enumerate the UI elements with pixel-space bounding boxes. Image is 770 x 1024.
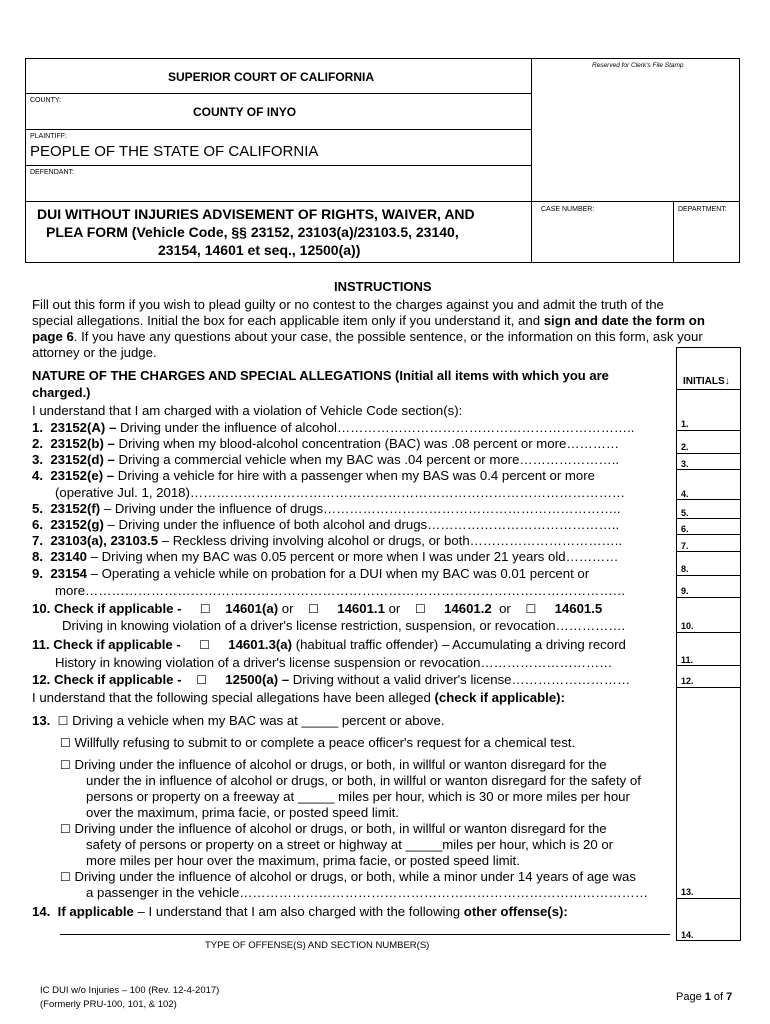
allegation-text: Driving under the influence of alcohol or drugs, or both, in willful or wanton disregard for the [74, 821, 607, 836]
plaintiff-divider [25, 165, 531, 166]
checkbox-14601-5[interactable]: ☐ [525, 602, 537, 616]
charge-code: 23140 [50, 549, 87, 564]
initial-box-line [677, 632, 740, 633]
instructions-heading: INSTRUCTIONS [334, 279, 432, 294]
plaintiff-label: PLAINTIFF: [30, 133, 67, 140]
defendant-label: DEFENDANT: [30, 169, 74, 176]
initial-box-9[interactable]: 9. [681, 586, 689, 596]
page-total: 7 [726, 991, 733, 1003]
allegations-intro [32, 690, 565, 706]
charge-text: – Driving when my BAC was 0.05 percent or more when I was under 21 years old………… [87, 549, 619, 564]
allegation-freeway-cont: over the maximum, prima facie, or posted speed limit. [86, 805, 399, 820]
initial-box-line [677, 597, 740, 598]
instructions-line3-text: . If you have any questions about your case, the possible sentence, or the information on this form, ask your [73, 329, 703, 344]
allegation-13-bac [32, 713, 444, 729]
court-divider [25, 93, 531, 94]
charge-code: 12500(a) – [225, 672, 290, 687]
charge-text: – Operating a vehicle while on probation for a DUI when my BAC was 0.01 percent or [87, 566, 590, 581]
county-label: COUNTY: [30, 97, 62, 104]
charge-item-5 [32, 501, 621, 517]
clerk-stamp-label: Reserved for Clerk's File Stamp [592, 62, 684, 69]
allegation-text: Driving a vehicle when my BAC was at _____ percent or above. [72, 713, 445, 728]
offense-caption: TYPE OF OFFENSE(S) AND SECTION NUMBER(S) [205, 940, 430, 951]
charge-item-12 [32, 672, 630, 688]
title-divider [25, 201, 740, 202]
allegation-street [60, 821, 607, 837]
nature-heading-line1: NATURE OF THE CHARGES AND SPECIAL ALLEGATIONS (Initial all items with which you are [32, 368, 609, 383]
charge-item-6 [32, 517, 619, 533]
allegation-minor [60, 869, 636, 885]
option-label: 14601(a) [225, 601, 279, 616]
item-number: 2. [32, 436, 43, 451]
department-label[interactable]: DEPARTMENT: [678, 206, 727, 213]
clerk-divider [531, 58, 532, 263]
initial-box-2[interactable]: 2. [681, 442, 689, 452]
county-name: COUNTY OF INYO [193, 105, 297, 119]
allegations-intro-text: I understand that the following special allegations have been alleged [32, 690, 435, 705]
instructions-page-ref: page 6 [32, 329, 74, 344]
form-id: IC DUI w/o Injuries – 100 (Rev. 12-4-2017) [40, 985, 220, 996]
checkbox-bac[interactable]: ☐ [57, 714, 69, 728]
initial-box-1[interactable]: 1. [681, 419, 689, 429]
allegation-text: Driving under the influence of alcohol or drugs, or both, while a minor under 14 years of age was [74, 869, 636, 884]
item-number: 6. [32, 517, 43, 532]
initial-box-line [677, 518, 740, 519]
charge-code: 23152(A) – [50, 420, 117, 435]
charge-code: 14601.3(a) [228, 637, 293, 652]
charge-item-11-cont: History in knowing violation of a driver's license suspension or revocation………………………… [55, 655, 613, 670]
initial-box-11[interactable]: 11. [681, 655, 694, 665]
initial-box-5[interactable]: 5. [681, 508, 689, 518]
allegation-street-cont: safety of persons or property on a street or highway at _____miles per hour, which is 20 or [86, 837, 614, 852]
checkbox-freeway[interactable]: ☐ [60, 758, 71, 772]
charge-text: – Driving under the influence of drugs………………………………………………………….. [100, 501, 621, 516]
allegation-street-cont: more miles per hour over the maximum, prima facie, or posted speed limit. [86, 853, 520, 868]
charge-item-2 [32, 436, 619, 452]
initial-box-line [677, 499, 740, 500]
charge-text: Driving without a valid driver's license……………………… [289, 672, 631, 687]
charge-item-4-cont: (operative Jul. 1, 2018)……………………………………………………………………………………… [55, 485, 626, 500]
option-label: 14601.5 [554, 601, 603, 616]
allegation-freeway-cont: under the in influence of alcohol or drugs, or both, in willful or wanton disregard for the safety of [86, 773, 641, 788]
allegation-text: Willfully refusing to submit to or complete a peace officer's request for a chemical test. [74, 735, 576, 750]
checkbox-14601a[interactable]: ☐ [199, 602, 211, 616]
charge-item-10 [32, 601, 602, 617]
initial-box-line [677, 687, 740, 688]
item-number: 10. [32, 601, 51, 616]
initials-heading: INITIALS↓ [683, 376, 730, 387]
charge-item-9-cont: more…………………………………………………………………………………………………………… [55, 583, 626, 598]
charge-text: – Reckless driving involving alcohol or drugs, or both…………………………….. [158, 533, 623, 548]
court-name: SUPERIOR COURT OF CALIFORNIA [168, 70, 374, 84]
option-label: 14601.2 [444, 601, 492, 616]
item-number: 3. [32, 452, 43, 467]
checkbox-14601-2[interactable]: ☐ [414, 602, 426, 616]
initial-box-14[interactable]: 14. [681, 930, 694, 940]
allegation-freeway [60, 757, 607, 773]
item-number: 11. [32, 637, 50, 652]
instructions-line3 [32, 329, 703, 345]
or-label: or [388, 601, 401, 616]
charge-code: 23103(a), 23103.5 [50, 533, 159, 548]
item-number: 13. [32, 713, 51, 728]
form-title-line1: DUI WITHOUT INJURIES ADVISEMENT OF RIGHTS, WAIVER, AND [37, 206, 475, 222]
allegations-intro-bold: (check if applicable): [434, 690, 565, 705]
charge-text: Driving under the influence of alcohol………………………………………………………….. [116, 420, 635, 435]
charge-item-3 [32, 452, 619, 468]
form-title-line2: PLEA FORM (Vehicle Code, §§ 23152, 23103(a)/23103.5, 23140, [46, 224, 459, 240]
charge-text: Driving when my blood-alcohol concentration (BAC) was .08 percent or more………… [114, 436, 620, 451]
page-number: 1 [704, 991, 711, 1003]
dept-divider [673, 201, 674, 263]
initial-box-line [677, 534, 740, 535]
allegation-freeway-cont: persons or property on a freeway at _____ miles per hour, which is 30 or more miles per hour [86, 789, 630, 804]
instructions-line2-bold: sign and date the form on [543, 313, 705, 328]
instructions-line1: Fill out this form if you wish to plead guilty or no contest to the charges against you and admit the truth of the [32, 297, 664, 312]
charge-item-10-cont: Driving in knowing violation of a driver's license restriction, suspension, or revocation……………. [62, 618, 626, 633]
initial-box-10[interactable]: 10. [681, 621, 694, 631]
item-number: 12. [32, 672, 51, 687]
initials-heading-line [677, 389, 740, 390]
charge-code: 23154 [50, 566, 87, 581]
initial-box-line [677, 898, 740, 899]
charges-intro: I understand that I am charged with a violation of Vehicle Code section(s): [32, 403, 463, 418]
initial-box-3[interactable]: 3. [681, 459, 689, 469]
checkbox-12500a[interactable]: ☐ [196, 673, 207, 687]
initial-box-line [677, 575, 740, 576]
charge-item-1 [32, 420, 634, 436]
initial-box-line [677, 665, 740, 666]
checkbox-14601-3a[interactable]: ☐ [199, 638, 210, 652]
charge-code: 23152(b) – [50, 436, 115, 451]
check-label: Check if applicable - [54, 601, 182, 616]
allegation-text: – I understand that I am also charged with the following [133, 904, 464, 919]
charge-text: Driving a vehicle for hire with a passenger when my BAS was 0.4 percent or more [114, 468, 595, 483]
formerly-label: (Formerly PRU-100, 101, & 102) [40, 999, 177, 1010]
item-number: 5. [32, 501, 43, 516]
charge-code: 23152(f) [50, 501, 101, 516]
charge-code: 23152(e) – [50, 468, 115, 483]
initial-box-13[interactable]: 13. [681, 887, 694, 897]
item-number: 4. [32, 468, 43, 483]
initial-box-4[interactable]: 4. [681, 489, 689, 499]
if-applicable-label: If applicable [57, 904, 134, 919]
initial-box-line [677, 469, 740, 470]
page-prefix: Page [676, 991, 705, 1003]
checkbox-14601-1[interactable]: ☐ [308, 602, 319, 616]
item-number: 1. [32, 420, 43, 435]
charge-code: 23152(d) – [50, 452, 115, 467]
other-offense-line[interactable] [60, 934, 670, 935]
item-number: 8. [32, 549, 43, 564]
plaintiff-name: PEOPLE OF THE STATE OF CALIFORNIA [30, 143, 319, 160]
allegation-minor-cont: a passenger in the vehicle………………………………………………………………………………… [86, 885, 649, 900]
charge-code: 23152(g) [50, 517, 104, 532]
charge-item-9 [32, 566, 589, 582]
option-label: 14601.1 [337, 601, 385, 616]
form-title-line3: 23154, 14601 et seq., 12500(a)) [158, 242, 361, 258]
or-label: or [281, 601, 294, 616]
charge-text: Driving a commercial vehicle when my BAC was .04 percent or more………………….. [114, 452, 620, 467]
allegation-14 [32, 904, 568, 920]
charge-item-11 [32, 637, 626, 653]
initial-box-line [677, 453, 740, 454]
charge-item-8 [32, 549, 618, 565]
nature-heading-line2: charged.) [32, 385, 91, 400]
initial-box-line [677, 551, 740, 552]
initial-box-7[interactable]: 7. [681, 541, 689, 551]
checkbox-minor[interactable]: ☐ [60, 870, 71, 884]
county-divider [25, 129, 531, 130]
charge-item-4 [32, 468, 595, 484]
charge-text: (habitual traffic offender) – Accumulating a driving record [292, 637, 626, 652]
initial-box-6[interactable]: 6. [681, 524, 689, 534]
item-number: 14. [32, 904, 51, 919]
other-offenses-label: other offense(s): [463, 904, 568, 919]
allegation-text: Driving under the influence of alcohol or drugs, or both, in willful or wanton disregard for the [74, 757, 607, 772]
item-number: 9. [32, 566, 43, 581]
instructions-line4: attorney or the judge. [32, 345, 157, 360]
or-label: or [499, 601, 511, 616]
allegation-refusal [60, 735, 575, 751]
initial-box-12[interactable]: 12. [681, 676, 694, 686]
item-number: 7. [32, 533, 43, 548]
initial-box-line [677, 430, 740, 431]
check-label: Check if applicable - [54, 672, 182, 687]
page-indicator [676, 991, 732, 1003]
initials-column [676, 347, 741, 941]
page-of: of [710, 991, 727, 1003]
checkbox-street[interactable]: ☐ [60, 822, 71, 836]
check-label: Check if applicable - [53, 637, 181, 652]
instructions-line2-text: special allegations. Initial the box for each applicable item only if you understand it, and [32, 313, 544, 328]
initial-box-8[interactable]: 8. [681, 564, 689, 574]
checkbox-refusal[interactable]: ☐ [60, 736, 71, 750]
instructions-line2 [32, 313, 705, 329]
charge-item-7 [32, 533, 622, 549]
case-number-label[interactable]: CASE NUMBER: [541, 206, 595, 213]
charge-text: – Driving under the influence of both alcohol and drugs…………………………………….. [103, 517, 620, 532]
